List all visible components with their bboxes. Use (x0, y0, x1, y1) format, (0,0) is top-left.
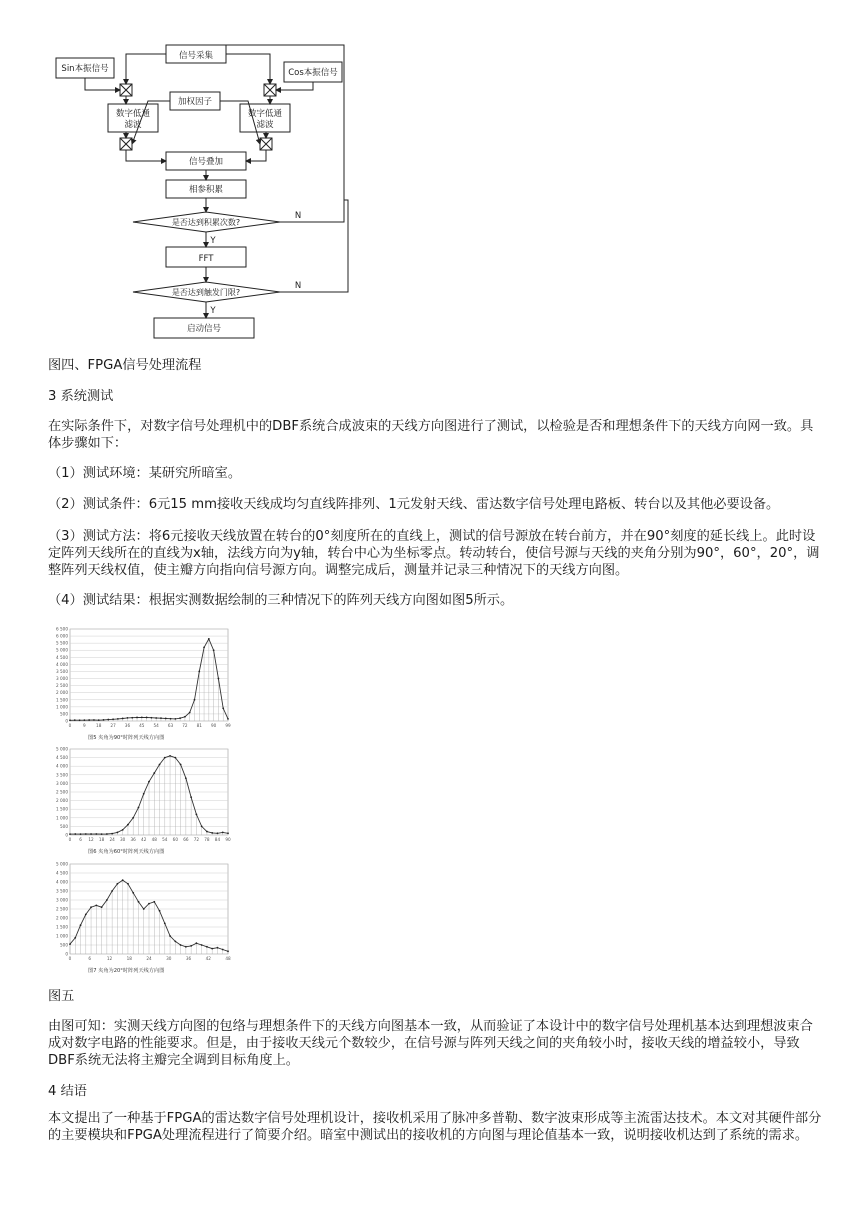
y-tick-label: 2 000 (56, 690, 68, 696)
x-tick-label: 30 (166, 956, 172, 961)
data-point (174, 718, 176, 720)
node-lpf-right-1: 数字低通 (247, 109, 283, 119)
y-tick-label: 500 (60, 942, 68, 948)
y-tick-label: 1 000 (56, 933, 68, 939)
y-tick-label: 1 500 (56, 806, 68, 812)
data-point (222, 832, 224, 834)
x-tick-label: 63 (167, 723, 174, 728)
data-point (208, 638, 210, 640)
data-point (131, 717, 133, 719)
section3-heading: 3 系统测试 (48, 389, 114, 404)
y-tick-label: 3 000 (56, 780, 68, 786)
data-point (218, 678, 220, 680)
data-point (184, 716, 186, 718)
y-tick-label: 3 500 (56, 772, 68, 778)
node-weight: 加权因子 (177, 97, 213, 107)
data-point (190, 796, 192, 798)
node-lpf-left-2: 滤波 (124, 120, 142, 130)
data-point (179, 717, 181, 719)
data-point (90, 833, 92, 835)
y-tick-label: 3 000 (56, 897, 68, 903)
x-tick-label: 24 (146, 956, 152, 961)
section3-intro: 在实际条件下，对数字信号处理机中的DBF系统合成波束的天线方向图进行了测试，以检验是否和理想条件下的天线方向网一致。具体步骤如下： (48, 419, 814, 451)
data-point (203, 647, 205, 649)
x-tick-label: 42 (141, 837, 147, 842)
data-point (85, 914, 87, 916)
y-tick-label: 1 500 (56, 924, 68, 930)
node-start: 启动信号 (186, 324, 222, 334)
x-tick-label: 12 (88, 837, 94, 842)
data-point (138, 901, 140, 903)
y-tick-label: 4 500 (56, 654, 68, 660)
data-point (206, 831, 208, 833)
y-tick-label: 4 500 (56, 870, 68, 876)
node-fft: FFT (198, 254, 214, 264)
data-point (169, 755, 171, 757)
data-point (153, 772, 155, 774)
data-point (222, 949, 224, 951)
data-point (169, 935, 171, 937)
chart-caption: 图5 夹角为90°时阵列天线方向图 (88, 735, 165, 741)
x-tick-label: 42 (205, 956, 211, 961)
data-point (127, 883, 129, 885)
x-tick-label: 90 (225, 837, 231, 842)
data-point (150, 717, 152, 719)
y-tick-label: 4 500 (56, 755, 68, 761)
data-point (143, 793, 145, 795)
x-tick-label: 72 (182, 723, 188, 728)
data-point (132, 892, 134, 894)
data-point (190, 945, 192, 947)
node-phase: 相参积累 (188, 185, 224, 195)
x-tick-label: 36 (130, 837, 136, 842)
data-point (74, 833, 76, 835)
y-tick-label: 4 000 (56, 763, 68, 769)
x-tick-label: 27 (110, 723, 116, 728)
y-tick-label: 1 500 (56, 697, 68, 703)
x-tick-label: 36 (124, 723, 131, 728)
data-point (180, 944, 182, 946)
x-tick-label: 6 (88, 956, 92, 961)
x-tick-label: 48 (225, 956, 231, 961)
data-point (148, 781, 150, 783)
y-tick-label: 2 000 (56, 915, 68, 921)
data-point (122, 829, 124, 831)
y-tick-label: 500 (60, 711, 68, 717)
x-tick-label: 36 (185, 956, 192, 961)
data-point (80, 924, 82, 926)
y-tick-label: 3 500 (56, 888, 68, 894)
data-point (164, 923, 166, 925)
plot-area (70, 629, 228, 721)
data-point (138, 807, 140, 809)
data-point (90, 906, 92, 908)
section4-body: 本文提出了一种基于FPGA的雷达数字信号处理机设计，接收机采用了脉冲多普勒、数字波束形成等主流雷达技术。本文对其硬件部分的主要模块和FPGA处理流程进行了简要介绍。暗室中测试出的接收机的方向图与理论值基本一致，说明接收机达到了系统的需求。 (48, 1111, 822, 1143)
data-point (101, 833, 103, 835)
y-tick-label: 2 500 (56, 683, 68, 689)
x-tick-label: 12 (106, 956, 113, 961)
data-point (217, 947, 219, 949)
data-point (85, 833, 87, 835)
data-point (132, 817, 134, 819)
data-point (127, 824, 129, 826)
data-point (146, 717, 148, 719)
x-tick-label: 72 (193, 837, 200, 842)
x-tick-label: 99 (225, 723, 231, 728)
data-point (69, 833, 71, 835)
x-tick-label: 0 (68, 956, 72, 961)
data-point (74, 719, 76, 721)
data-point (80, 833, 82, 835)
x-tick-label: 9 (83, 723, 86, 728)
data-point (106, 899, 108, 901)
y-tick-label: 1 000 (56, 815, 68, 821)
y-tick-label: 0 (65, 951, 68, 957)
data-point (211, 948, 213, 950)
data-point (117, 883, 119, 885)
y-tick-label: 4 000 (56, 661, 68, 667)
y-tick-label: 1 000 (56, 704, 68, 710)
data-point (117, 832, 119, 834)
x-tick-label: 54 (162, 837, 168, 842)
node-lpf-left-1: 数字低通 (115, 109, 151, 119)
data-point (112, 718, 114, 720)
conclusion-paragraph: 由图可知：实测天线方向图的包络与理想条件下的天线方向图基本一致，从而验证了本设计中的数字信号处理机基本达到理想波束合成对数字电路的性能要求。但是，由于接收天线元个数较少，在信号源与阵列天线之间的夹角较小时，接收天线的增益较小，导致DBF系统无法将主瓣完全调到目标角度上。 (48, 1019, 813, 1068)
y-tick-label: 5 500 (56, 640, 68, 646)
x-tick-label: 0 (68, 723, 72, 728)
y-tick-label: 0 (65, 832, 68, 838)
data-point (93, 719, 95, 721)
y-tick-label: 2 000 (56, 798, 68, 804)
x-tick-label: 90 (210, 723, 217, 728)
y-tick-label: 0 (65, 718, 68, 724)
data-point (159, 764, 161, 766)
data-point (189, 712, 191, 714)
test-step-1: （1）测试环境：某研究所暗室。 (48, 466, 242, 481)
data-point (111, 833, 113, 835)
data-point (159, 910, 161, 912)
x-tick-label: 18 (96, 723, 102, 728)
data-point (198, 671, 200, 673)
label-yes-2: Y (210, 306, 216, 316)
data-point (196, 813, 198, 815)
x-tick-label: 18 (98, 837, 105, 842)
data-point (160, 717, 162, 719)
data-point (74, 937, 76, 939)
data-point (143, 908, 145, 910)
data-point (153, 901, 155, 903)
data-point (174, 941, 176, 943)
x-tick-label: 81 (196, 723, 202, 728)
node-decision2: 是否达到触发门限? (171, 288, 241, 297)
test-step-4: （4）测试结果：根据实测数据绘制的三种情况下的阵列天线方向图如图5所示。 (48, 593, 514, 608)
data-point (180, 764, 182, 766)
data-point (170, 718, 172, 720)
label-no-2: N (294, 281, 302, 291)
data-point (227, 832, 229, 834)
node-sum: 信号叠加 (188, 157, 224, 167)
y-tick-label: 3 000 (56, 676, 68, 682)
x-tick-label: 84 (214, 837, 221, 842)
data-point (211, 832, 213, 834)
data-point (83, 719, 85, 721)
data-point (127, 717, 129, 719)
y-tick-label: 5 000 (56, 746, 68, 752)
data-point (213, 649, 215, 651)
data-point (122, 879, 124, 881)
data-point (148, 903, 150, 905)
data-point (106, 833, 108, 835)
data-point (103, 719, 105, 721)
data-point (98, 719, 100, 721)
y-tick-label: 5 000 (56, 647, 68, 653)
y-tick-label: 2 500 (56, 789, 68, 795)
chart-caption: 图7 夹角为20°时阵列天线方向图 (88, 968, 165, 974)
data-point (69, 943, 71, 945)
data-point (122, 718, 124, 720)
x-tick-label: 66 (183, 837, 189, 842)
x-tick-label: 0 (68, 837, 72, 842)
test-step-2: （2）测试条件：6元15 mm接收天线成均匀直线阵排列、1元发射天线、雷达数字信号处理电路板、转台以及其他必要设备。 (48, 497, 780, 512)
figure5-caption: 图五 (48, 989, 75, 1004)
data-point (227, 718, 229, 720)
node-lpf-right-2: 滤波 (256, 120, 274, 130)
data-point (227, 950, 229, 952)
x-tick-label: 78 (204, 837, 210, 842)
data-point (201, 826, 203, 828)
y-tick-label: 2 500 (56, 906, 68, 912)
data-point (117, 718, 119, 720)
data-point (101, 906, 103, 908)
y-tick-label: 4 000 (56, 879, 68, 885)
data-point (88, 719, 90, 721)
fpga-flowchart (48, 40, 358, 345)
x-tick-label: 24 (109, 837, 115, 842)
y-tick-label: 6 500 (56, 626, 68, 632)
chart-caption: 图6 夹角为60°时阵列天线方向图 (88, 849, 165, 855)
x-tick-label: 48 (151, 837, 157, 842)
chart-20deg (52, 860, 234, 976)
data-point (141, 716, 143, 718)
data-point (79, 719, 81, 721)
x-tick-label: 18 (126, 956, 132, 961)
label-no-1: N (294, 211, 302, 221)
data-point (165, 718, 167, 720)
data-point (95, 833, 97, 835)
data-point (107, 719, 109, 721)
data-point (185, 946, 187, 948)
data-point (185, 777, 187, 779)
data-point (164, 757, 166, 759)
x-tick-label: 45 (139, 723, 145, 728)
node-sin-osc: Sin本振信号 (61, 64, 109, 74)
data-point (69, 719, 71, 721)
y-tick-label: 500 (60, 823, 68, 829)
data-point (217, 832, 219, 834)
data-point (111, 890, 113, 892)
data-point (155, 717, 157, 719)
data-point (222, 707, 224, 709)
node-decision1: 是否达到积累次数? (171, 218, 241, 227)
x-tick-label: 6 (79, 837, 82, 842)
test-step-3: （3）测试方法：将6元接收天线放置在转台的0°刻度所在的直线上，测试的信号源放在转台前方，并在90°刻度的延长线上。此时设定阵列天线所在的直线为x轴，法线方向为y轴，转台中心为坐标零点。转动转台，使信号源与天线的夹角分别为90°，60°，20°，调整阵列天线权值，使主瓣方向指向信号源方向。调整完成后，测量并记录三种情况下的天线方向图。 (48, 529, 820, 578)
section4-heading: 4 结语 (48, 1084, 87, 1099)
data-point (136, 717, 138, 719)
x-tick-label: 60 (172, 837, 179, 842)
y-tick-label: 5 000 (56, 861, 68, 867)
data-point (201, 944, 203, 946)
node-signal-acq: 信号采集 (178, 51, 214, 61)
x-tick-label: 54 (153, 723, 159, 728)
data-point (95, 905, 97, 907)
figure4-caption: 图四、FPGA信号处理流程 (48, 358, 202, 373)
data-point (206, 946, 208, 948)
data-point (194, 699, 196, 701)
label-yes-1: Y (210, 236, 216, 246)
data-point (196, 942, 198, 944)
data-point (174, 757, 176, 759)
chart-60deg (52, 745, 234, 857)
node-cos-osc: Cos本振信号 (288, 68, 338, 78)
y-tick-label: 3 500 (56, 668, 68, 674)
chart-90deg (52, 625, 234, 743)
x-tick-label: 30 (119, 837, 126, 842)
y-tick-label: 6 000 (56, 633, 68, 639)
